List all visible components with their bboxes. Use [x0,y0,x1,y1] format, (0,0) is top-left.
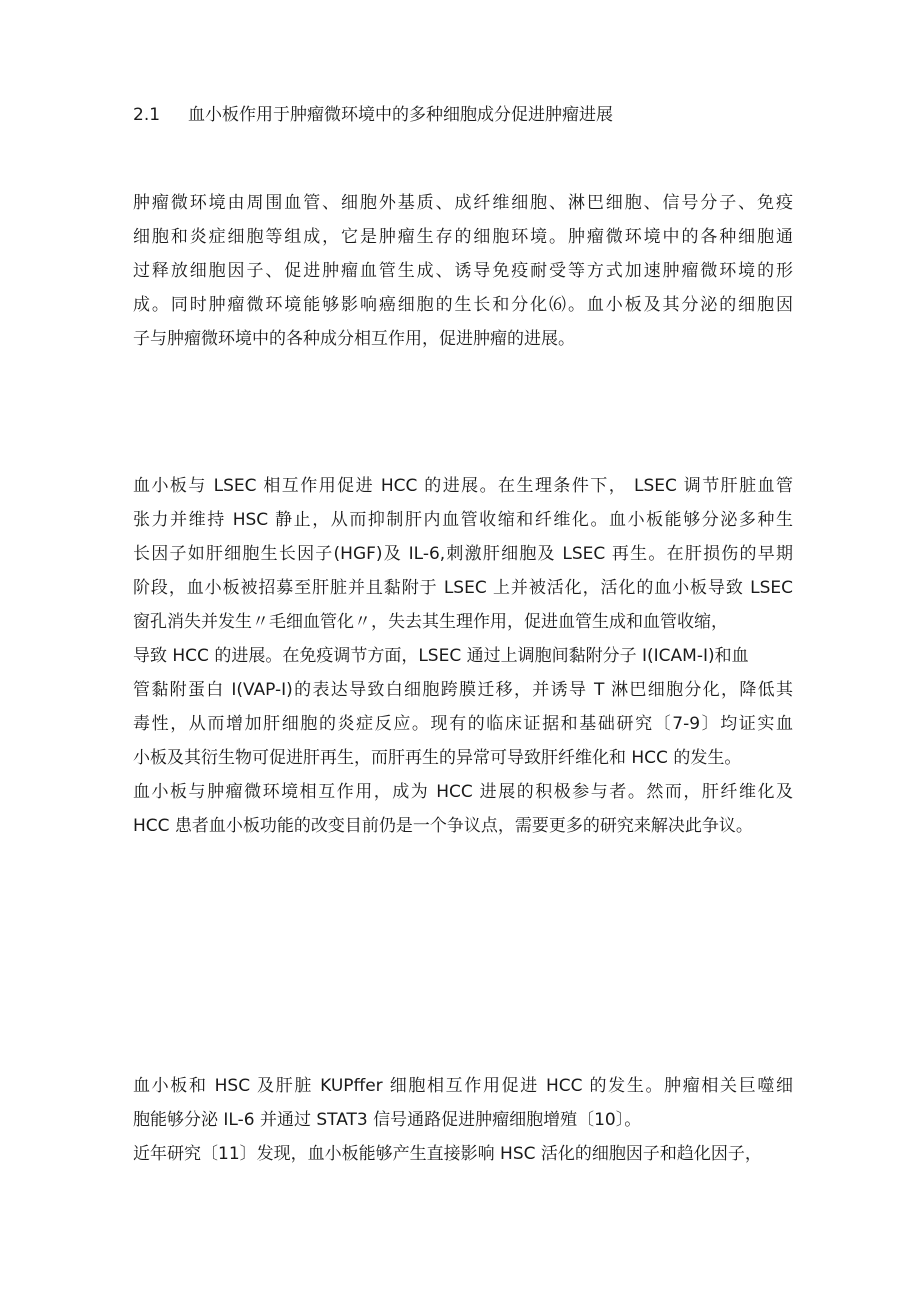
text-line: 小板及其衍生物可促进肝再生，而肝再生的异常可导致肝纤维化和 HCC 的发生。 [133,748,742,768]
text-line: 成。同时肿瘤微环境能够影响癌细胞的生长和分化⑹。血小板及其分泌的细胞因 [133,295,793,315]
text-line: 血小板和 HSC 及肝脏 KUPffer 细胞相互作用促进 HCC 的发生。肿瘤相关巨噬细 [133,1076,793,1096]
section-number: 2.1 [133,105,161,125]
paragraph-tumor-microenvironment [133,186,793,356]
text-line: 血小板与 LSEC 相互作用促进 HCC 的进展。在生理条件下， LSEC 调节肝脏血管 [133,476,793,496]
text-line: 肿瘤微环境由周围血管、细胞外基质、成纤维细胞、淋巴细胞、信号分子、免疫 [133,193,793,213]
paragraph-platelet-lsec [133,469,793,843]
text-line: 管黏附蛋白 I(VAP-I)的表达导致白细胞跨膜迁移，并诱导 T 淋巴细胞分化，降低其 [133,680,793,700]
text-line: 细胞和炎症细胞等组成，它是肿瘤生存的细胞环境。肿瘤微环境中的各种细胞通 [133,227,793,247]
text-line: 张力并维持 HSC 静止，从而抑制肝内血管收缩和纤维化。血小板能够分泌多种生 [133,510,793,530]
text-line: 胞能够分泌 IL-6 并通过 STAT3 信号通路促进肿瘤细胞增殖〔10〕。 [133,1110,642,1130]
text-line: 长因子如肝细胞生长因子(HGF)及 IL-6,刺激肝细胞及 LSEC 再生。在肝损伤的早期 [133,544,793,564]
text-line: 近年研究〔11〕发现，血小板能够产生直接影响 HSC 活化的细胞因子和趋化因子， [133,1144,762,1164]
section-title: 血小板作用于肿瘤微环境中的多种细胞成分促进肿瘤进展 [188,105,613,125]
text-line: 子与肿瘤微环境中的各种成分相互作用，促进肿瘤的进展。 [133,329,575,349]
text-line: HCC 患者血小板功能的改变目前仍是一个争议点，需要更多的研究来解决此争议。 [133,816,753,836]
text-line: 导致 HCC 的进展。在免疫调节方面，LSEC 通过上调胞间黏附分子 I(ICAM-I)和血 [133,646,749,666]
text-line: 窗孔消失并发生〃毛细血管化〃，失去其生理作用，促进血管生成和血管收缩， [133,612,728,632]
paragraph-platelet-hsc-kupffer [133,1069,793,1171]
text-line: 过释放细胞因子、促进肿瘤血管生成、诱导免疫耐受等方式加速肿瘤微环境的形 [133,261,793,281]
section-heading [133,103,613,127]
text-line: 阶段，血小板被招募至肝脏并且黏附于 LSEC 上并被活化，活化的血小板导致 LSEC [133,578,793,598]
text-line: 毒性，从而增加肝细胞的炎症反应。现有的临床证据和基础研究〔7-9〕均证实血 [133,714,793,734]
text-line: 血小板与肿瘤微环境相互作用，成为 HCC 进展的积极参与者。然而，肝纤维化及 [133,782,793,802]
